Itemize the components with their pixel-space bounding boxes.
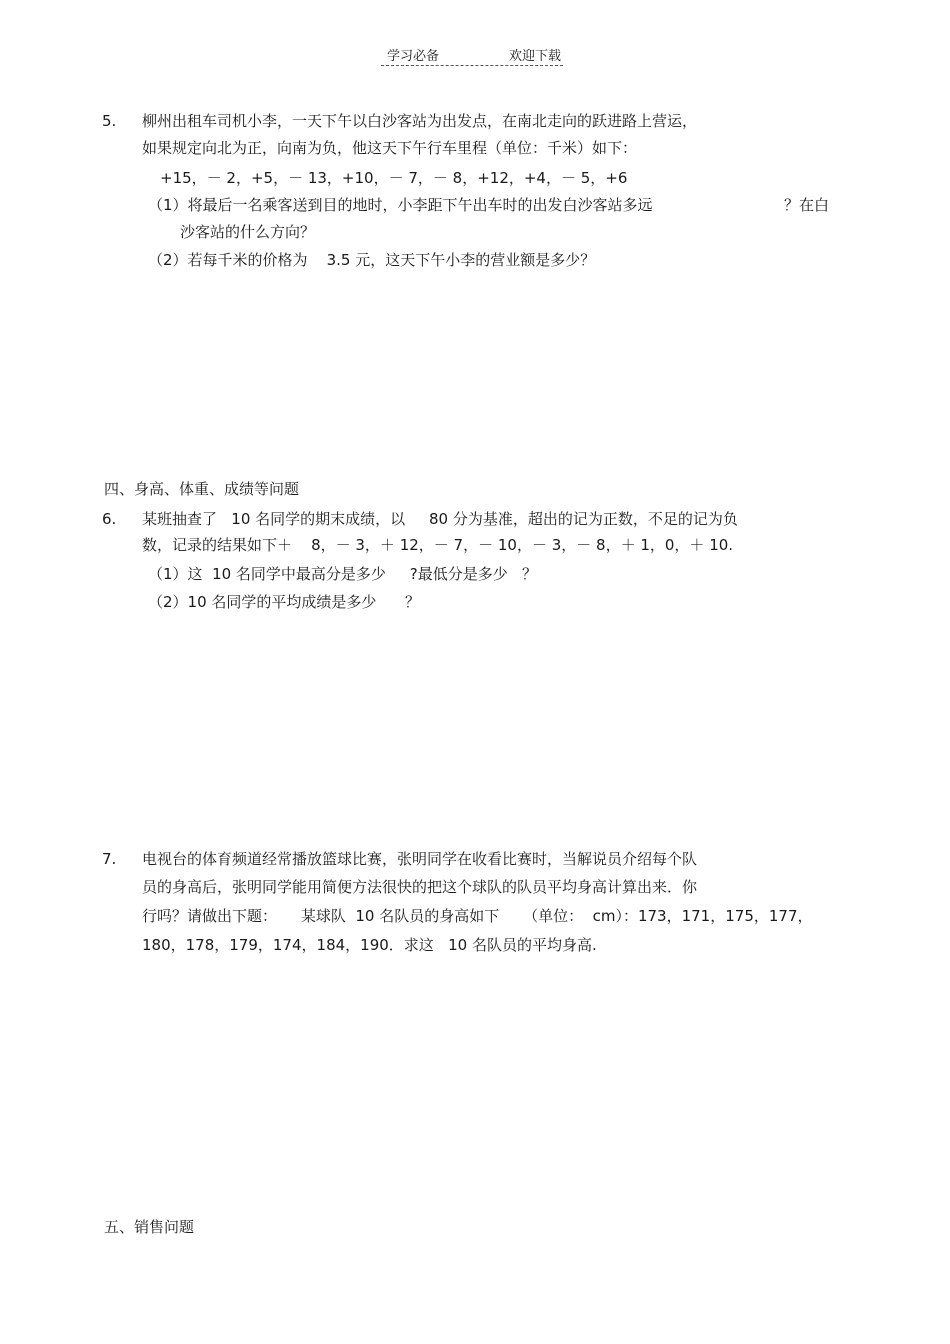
header-right: 欢迎下载 bbox=[509, 49, 562, 64]
q6-line1: 某班抽查了 10 名同学的期末成绩，以 80 分为基准，超出的记为正数，不足的记为负 bbox=[142, 510, 738, 528]
q7-line1: 电视台的体育频道经常播放篮球比赛，张明同学在收看比赛时，当解说员介绍每个队 bbox=[142, 850, 698, 868]
q6-line2: 数，记录的结果如下＋ 8，－ 3，＋ 12，－ 7，－ 10，－ 3，－ 8，＋ 1，0，＋ 10. bbox=[142, 536, 734, 554]
q6-sub2: （2）10 名同学的平均成绩是多少 ？ bbox=[148, 593, 421, 611]
q5-data: +15，－ 2，+5，－ 13，+10，－ 7，－ 8，+12，+4，－ 5，+6 bbox=[160, 169, 628, 187]
section5-title: 五、销售问题 bbox=[104, 1218, 195, 1236]
header-left: 学习必备 bbox=[387, 49, 440, 64]
q5-line2: 如果规定向北为正，向南为负，他这天下午行车里程（单位：千米）如下： bbox=[142, 139, 638, 157]
q7-line4: 180，178，179，174，184，190．求这 10 名队员的平均身高. bbox=[142, 936, 597, 954]
q5-number: 5. bbox=[102, 112, 117, 130]
q5-sub1-tail: ？在白 bbox=[784, 196, 830, 214]
section4-title: 四、身高、体重、成绩等问题 bbox=[104, 480, 300, 498]
q5-line1: 柳州出租车司机小李，一天下午以白沙客站为出发点，在南北走向的跃进路上营运， bbox=[142, 112, 698, 130]
q5-sub1-line1: （1）将最后一名乘客送到目的地时，小李距下午出车时的出发白沙客站多远 bbox=[148, 196, 653, 214]
q5-sub2: （2）若每千米的价格为 3.5 元，这天下午小李的营业额是多少？ bbox=[148, 251, 596, 269]
q6-number: 6. bbox=[102, 510, 117, 528]
q7-line2: 员的身高后，张明同学能用简便方法很快的把这个球队的队员平均身高计算出来．你 bbox=[142, 878, 698, 896]
q7-number: 7. bbox=[102, 850, 117, 868]
q6-sub1: （1）这 10 名同学中最高分是多少 ?最低分是多少 ？ bbox=[148, 565, 538, 583]
q7-line3: 行吗？请做出下题： 某球队 10 名队员的身高如下 （单位： cm）：173，171，175，177， bbox=[142, 907, 813, 925]
header-divider bbox=[381, 65, 563, 66]
q5-sub1-line2: 沙客站的什么方向？ bbox=[180, 223, 316, 241]
